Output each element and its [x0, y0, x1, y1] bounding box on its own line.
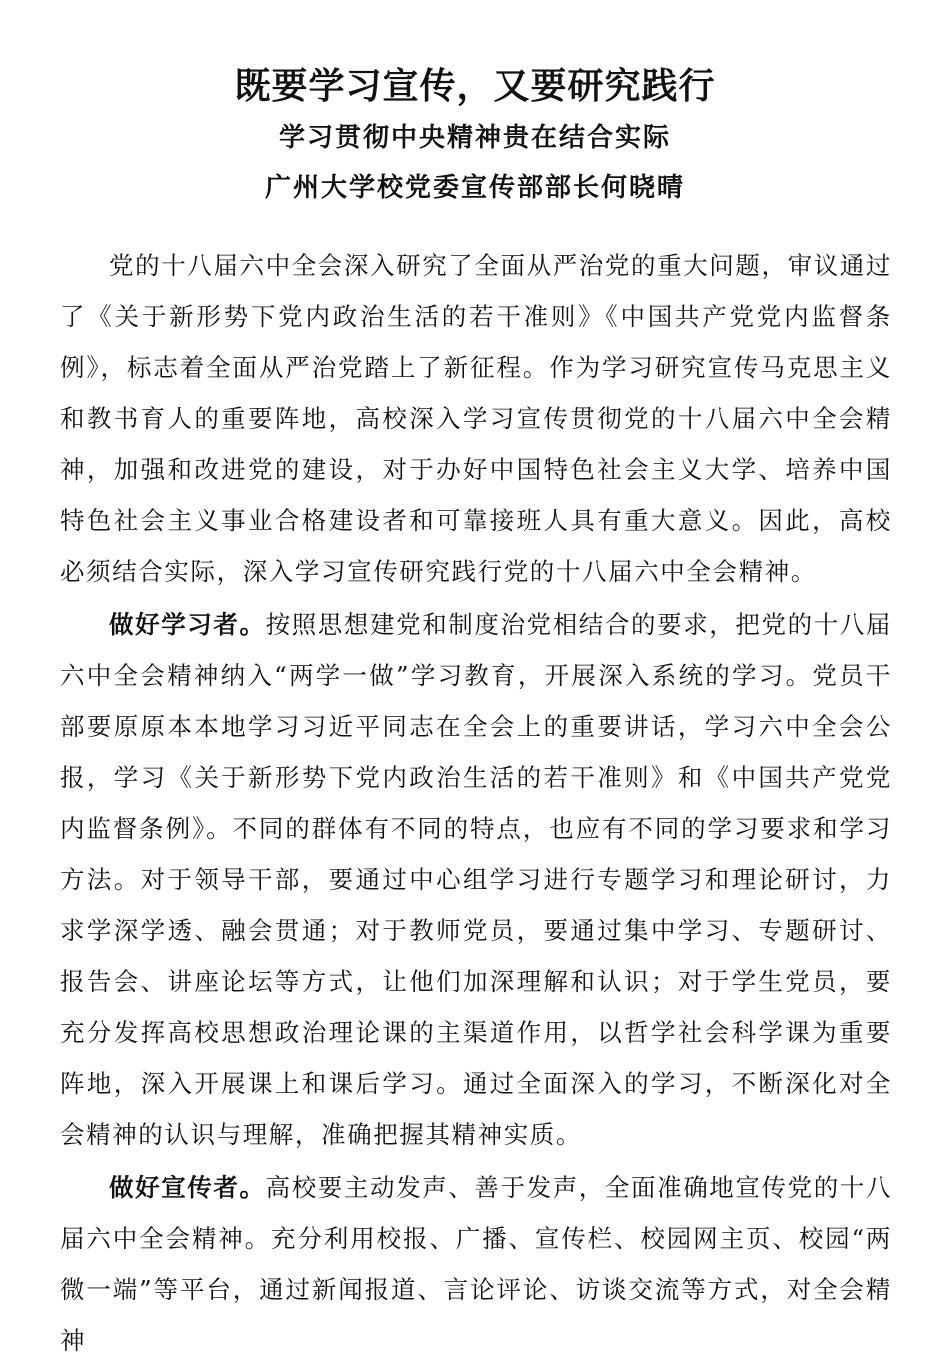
paragraph-text: 党的十八届六中全会深入研究了全面从严治党的重大问题，审议通过了《关于新形势下党内政治生活的若干准则》《中国共产党党内监督条例》，标志着全面从严治党踏上了新征程。作为学习研究宣传马克思主义和教书育人的重要阵地，高校深入学习宣传贯彻党的十八届六中全会精神，加强和改进党的建设，对于办好中国特色社会主义大学、培养中国特色社会主义事业合格建设者和可靠接班人具有重大意义。因此，高校必须结合实际，深入学习宣传研究践行党的十八届六中全会精神。	[60, 251, 892, 586]
paragraph-text: 高校要主动发声、善于发声，全面准确地宣传党的十八届六中全会精神。充分利用校报、广播、宣传栏、校园网主页、校园“两微一端”等平台，通过新闻报道、言论评论、访谈交流等方式，对全会精神	[60, 1173, 893, 1355]
document-subtitle: 学习贯彻中央精神贵在结合实际	[278, 123, 671, 153]
paragraph-text: 按照思想建党和制度治党相结合的要求，把党的十八届六中全会精神纳入“两学一做”学习教育，开展深入系统的学习。党员干部要原原本本地学习习近平同志在全会上的重要讲话，学习六中全会公报，学习《关于新形势下党内政治生活的若干准则》和《中国共产党党内监督条例》。不同的群体有不同的特点，也应有不同的学习要求和学习方法。对于领导干部，要通过中心组学习进行专题学习和理论研讨，力求学深学透、融会贯通；对于教师党员，要通过集中学习、专题研讨、报告会、讲座论坛等方式，让他们加深理解和认识；对于学生党员，要充分发挥高校思想政治理论课的主渠道作用，以哲学社会科学课为重要阵地，深入开展课上和课后学习。通过全面深入的学习，不断深化对全会精神的认识与理解，准确把握其精神实质。	[60, 610, 893, 1149]
paragraph-learner	[60, 599, 892, 1160]
paragraph-lead: 做好宣传者。	[109, 1173, 266, 1202]
paragraph-intro	[60, 240, 892, 597]
article-body	[60, 240, 892, 1368]
author-line: 广州大学校党委宣传部部长何晓晴	[264, 173, 685, 203]
paragraph-promoter	[60, 1162, 892, 1366]
document-title: 既要学习宣传，又要研究践行	[234, 65, 716, 107]
paragraph-lead: 做好学习者。	[109, 610, 266, 639]
